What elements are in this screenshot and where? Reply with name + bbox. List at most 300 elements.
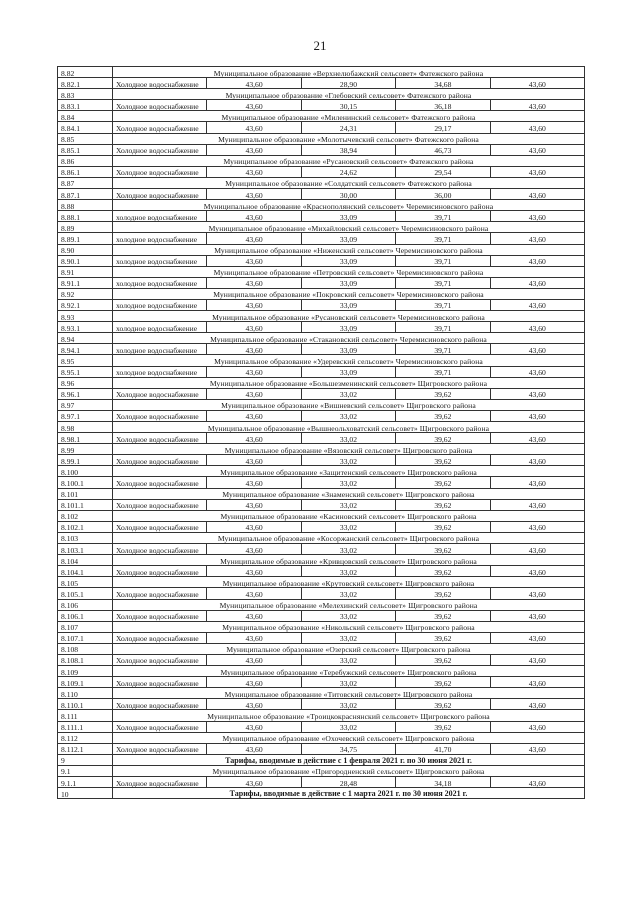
service-name: Холодное водоснабжение (113, 455, 207, 466)
municipality-row (58, 155, 585, 166)
row-code: 8.100.1 (58, 477, 113, 488)
tariff-value: 43,60 (490, 743, 584, 754)
row-code: 8.98 (58, 422, 113, 433)
row-code: 8.103.1 (58, 544, 113, 555)
municipality-name: Муниципальное образование «Краснополянский сельсовет» Черемисиновского района (113, 200, 585, 211)
municipality-name: Муниципальное образование «Защитенский сельсовет» Щигровского района (113, 466, 585, 477)
municipality-name: Муниципальное образование «Большезменинский сельсовет» Щигровского района (113, 377, 585, 388)
tariff-value: 39,62 (396, 455, 490, 466)
municipality-name: Муниципальное образование «Стакановский сельсовет» Черемисиновского района (113, 333, 585, 344)
tariff-value: 43,60 (207, 410, 301, 421)
tariff-row (58, 521, 585, 532)
row-code: 8.92 (58, 288, 113, 299)
tariff-value: 38,94 (301, 144, 395, 155)
municipality-name: Муниципальное образование «Миленинский сельсовет» Фатежского района (113, 111, 585, 122)
municipality-name: Муниципальное образование «Вязовский сельсовет» Щигровского района (113, 444, 585, 455)
municipality-row (58, 288, 585, 299)
tariff-value: 43,60 (207, 100, 301, 111)
service-name: холодное водоснабжение (113, 344, 207, 355)
row-code: 8.102 (58, 510, 113, 521)
municipality-row (58, 710, 585, 721)
tariff-value: 43,60 (490, 499, 584, 510)
service-name: холодное водоснабжение (113, 299, 207, 310)
tariff-value: 33,09 (301, 211, 395, 222)
municipality-name: Муниципальное образование «Касиновский сельсовет» Щигровского района (113, 510, 585, 521)
tariff-row (58, 721, 585, 732)
municipality-name: Муниципальное образование «Никольский сельсовет» Щигровского района (113, 621, 585, 632)
tariff-value: 43,60 (490, 677, 584, 688)
row-code: 8.96.1 (58, 388, 113, 399)
row-code: 8.95 (58, 355, 113, 366)
municipality-row (58, 765, 585, 776)
row-code: 8.89 (58, 222, 113, 233)
tariff-value: 43,60 (207, 777, 301, 788)
tariff-value: 33,09 (301, 255, 395, 266)
row-code: 8.83 (58, 89, 113, 100)
tariff-row (58, 499, 585, 510)
service-name: Холодное водоснабжение (113, 743, 207, 754)
row-code: 8.82 (58, 67, 113, 78)
tariff-value: 43,60 (207, 699, 301, 710)
tariff-value: 39,71 (396, 233, 490, 244)
tariff-value: 43,60 (207, 144, 301, 155)
row-code: 8.88.1 (58, 211, 113, 222)
tariff-value: 43,60 (490, 777, 584, 788)
municipality-row (58, 599, 585, 610)
tariff-value: 43,60 (207, 211, 301, 222)
tariff-value: 43,60 (490, 588, 584, 599)
service-name: Холодное водоснабжение (113, 654, 207, 665)
row-code: 8.92.1 (58, 299, 113, 310)
row-code: 8.94 (58, 333, 113, 344)
row-code: 8.84.1 (58, 122, 113, 133)
tariff-value: 33,09 (301, 322, 395, 333)
tariff-value: 33,02 (301, 677, 395, 688)
tariff-value: 30,15 (301, 100, 395, 111)
municipality-name: Муниципальное образование «Михайловский сельсовет» Черемисиновского района (113, 222, 585, 233)
municipality-name: Муниципальное образование «Косоржанский сельсовет» Щигровского района (113, 532, 585, 543)
tariff-row (58, 654, 585, 665)
row-code: 8.82.1 (58, 78, 113, 89)
row-code: 8.88 (58, 200, 113, 211)
municipality-row (58, 399, 585, 410)
page-number: 21 (313, 38, 327, 53)
tariff-row (58, 78, 585, 89)
tariff-value: 33,02 (301, 610, 395, 621)
tariff-value: 33,02 (301, 455, 395, 466)
tariff-value: 43,60 (207, 255, 301, 266)
tariff-row (58, 588, 585, 599)
tariff-value: 43,60 (490, 366, 584, 377)
tariff-value: 33,09 (301, 277, 395, 288)
tariff-row (58, 632, 585, 643)
tariff-value: 43,60 (207, 455, 301, 466)
tariff-value: 43,60 (490, 211, 584, 222)
municipality-name: Муниципальное образование «Мелехинский сельсовет» Щигровского района (113, 599, 585, 610)
municipality-row (58, 177, 585, 188)
service-name: Холодное водоснабжение (113, 566, 207, 577)
municipality-name: Муниципальное образование «Крутовский сельсовет» Щигровского района (113, 577, 585, 588)
row-code: 8.85 (58, 133, 113, 144)
service-name: холодное водоснабжение (113, 277, 207, 288)
row-code: 8.91 (58, 266, 113, 277)
row-code: 8.100 (58, 466, 113, 477)
row-code: 8.91.1 (58, 277, 113, 288)
tariff-value: 39,62 (396, 677, 490, 688)
tariff-value: 33,02 (301, 544, 395, 555)
row-code: 8.110.1 (58, 699, 113, 710)
service-name: Холодное водоснабжение (113, 521, 207, 532)
municipality-row (58, 422, 585, 433)
row-code: 8.99 (58, 444, 113, 455)
municipality-row (58, 311, 585, 322)
tariff-value: 39,62 (396, 410, 490, 421)
tariff-value: 43,60 (490, 721, 584, 732)
tariff-value: 39,71 (396, 255, 490, 266)
tariff-value: 33,02 (301, 699, 395, 710)
tariff-value: 43,60 (207, 122, 301, 133)
municipality-row (58, 666, 585, 677)
section-title-row (58, 754, 585, 765)
tariff-value: 33,02 (301, 566, 395, 577)
service-name: Холодное водоснабжение (113, 388, 207, 399)
municipality-name: Муниципальное образование «Русановский сельсовет» Фатежского района (113, 155, 585, 166)
service-name: Холодное водоснабжение (113, 499, 207, 510)
row-code: 8.99.1 (58, 455, 113, 466)
tariff-value: 43,60 (490, 255, 584, 266)
tariff-value: 43,60 (207, 632, 301, 643)
tariff-row (58, 233, 585, 244)
tariff-value: 43,60 (490, 699, 584, 710)
tariff-value: 43,60 (207, 610, 301, 621)
tariff-value: 39,71 (396, 322, 490, 333)
row-code: 9.1 (58, 765, 113, 776)
municipality-row (58, 222, 585, 233)
tariff-value: 43,60 (490, 610, 584, 621)
tariff-row (58, 677, 585, 688)
municipality-row (58, 510, 585, 521)
municipality-row (58, 333, 585, 344)
municipality-row (58, 555, 585, 566)
tariff-value: 33,02 (301, 388, 395, 399)
row-code: 8.85.1 (58, 144, 113, 155)
municipality-name: Муниципальное образование «Вишневский сельсовет» Щигровского района (113, 399, 585, 410)
tariff-value: 39,62 (396, 632, 490, 643)
tariff-value: 33,02 (301, 521, 395, 532)
tariff-value: 43,60 (207, 433, 301, 444)
service-name: Холодное водоснабжение (113, 122, 207, 133)
tariff-value: 39,62 (396, 721, 490, 732)
tariff-value: 43,60 (490, 100, 584, 111)
tariff-value: 43,60 (490, 632, 584, 643)
municipality-row (58, 488, 585, 499)
tariff-value: 43,60 (490, 654, 584, 665)
tariff-value: 33,02 (301, 588, 395, 599)
municipality-name: Муниципальное образование «Пригородненский сельсовет» Щигровского района (113, 765, 585, 776)
municipality-row (58, 621, 585, 632)
tariff-value: 39,62 (396, 588, 490, 599)
service-name: холодное водоснабжение (113, 211, 207, 222)
tariff-value: 43,60 (207, 521, 301, 532)
row-code: 8.109.1 (58, 677, 113, 688)
tariff-value: 43,60 (490, 166, 584, 177)
tariff-value: 39,62 (396, 477, 490, 488)
tariff-value: 43,60 (490, 344, 584, 355)
row-code: 8.109 (58, 666, 113, 677)
tariff-value: 43,60 (490, 322, 584, 333)
tariff-row (58, 699, 585, 710)
row-code: 8.112.1 (58, 743, 113, 754)
tariff-value: 43,60 (490, 433, 584, 444)
service-name: Холодное водоснабжение (113, 433, 207, 444)
municipality-row (58, 532, 585, 543)
row-code: 8.104 (58, 555, 113, 566)
tariff-value: 43,60 (207, 78, 301, 89)
row-code: 8.104.1 (58, 566, 113, 577)
section-title: Тарифы, вводимые в действие с 1 марта 2021 г. по 30 июня 2021 г. (113, 788, 585, 799)
tariff-row (58, 610, 585, 621)
tariff-value: 39,62 (396, 610, 490, 621)
tariff-value: 33,02 (301, 477, 395, 488)
row-code: 8.102.1 (58, 521, 113, 532)
municipality-name: Муниципальное образование «Верхнелюбажский сельсовет» Фатежского района (113, 67, 585, 78)
tariff-row (58, 455, 585, 466)
municipality-row (58, 377, 585, 388)
row-code: 8.108 (58, 643, 113, 654)
tariff-value: 39,62 (396, 521, 490, 532)
tariff-value: 43,60 (490, 277, 584, 288)
municipality-name: Муниципальное образование «Вышнеольховатский сельсовет» Щигровского района (113, 422, 585, 433)
row-code: 8.86.1 (58, 166, 113, 177)
tariff-value: 43,60 (490, 78, 584, 89)
tariff-value: 43,60 (490, 566, 584, 577)
service-name: Холодное водоснабжение (113, 721, 207, 732)
tariff-value: 33,09 (301, 366, 395, 377)
row-code: 8.90.1 (58, 255, 113, 266)
tariff-value: 43,60 (207, 388, 301, 399)
municipality-row (58, 688, 585, 699)
tariff-value: 43,60 (490, 189, 584, 200)
tariff-row (58, 322, 585, 333)
tariff-value: 43,60 (207, 677, 301, 688)
service-name: Холодное водоснабжение (113, 777, 207, 788)
row-code: 8.111 (58, 710, 113, 721)
row-code: 8.90 (58, 244, 113, 255)
municipality-row (58, 133, 585, 144)
tariff-value: 43,60 (207, 499, 301, 510)
row-code: 8.103 (58, 532, 113, 543)
municipality-row (58, 244, 585, 255)
service-name: Холодное водоснабжение (113, 100, 207, 111)
tariff-value: 43,60 (207, 588, 301, 599)
row-code: 8.96 (58, 377, 113, 388)
service-name: Холодное водоснабжение (113, 544, 207, 555)
municipality-name: Муниципальное образование «Глебовский сельсовет» Фатежского района (113, 89, 585, 100)
tariff-row (58, 189, 585, 200)
row-code: 8.111.1 (58, 721, 113, 732)
tariff-value: 43,60 (207, 743, 301, 754)
tariff-row (58, 410, 585, 421)
tariff-value: 33,02 (301, 721, 395, 732)
row-code: 8.97.1 (58, 410, 113, 421)
row-code: 9 (58, 754, 113, 765)
row-code: 8.89.1 (58, 233, 113, 244)
tariff-value: 39,62 (396, 433, 490, 444)
row-code: 8.107 (58, 621, 113, 632)
tariff-value: 39,71 (396, 344, 490, 355)
tariff-value: 43,60 (490, 455, 584, 466)
row-code: 8.84 (58, 111, 113, 122)
tariff-value: 24,62 (301, 166, 395, 177)
municipality-name: Муниципальное образование «Русановский сельсовет» Черемисиновского района (113, 311, 585, 322)
tariff-value: 43,60 (207, 322, 301, 333)
tariff-row (58, 277, 585, 288)
municipality-name: Муниципальное образование «Петровский сельсовет» Черемисиновского района (113, 266, 585, 277)
tariff-value: 43,60 (207, 189, 301, 200)
tariff-table-body (58, 67, 585, 799)
tariff-value: 33,02 (301, 433, 395, 444)
service-name: Холодное водоснабжение (113, 677, 207, 688)
tariff-row (58, 366, 585, 377)
tariff-row (58, 433, 585, 444)
row-code: 8.93.1 (58, 322, 113, 333)
row-code: 8.101 (58, 488, 113, 499)
tariff-row (58, 344, 585, 355)
municipality-row (58, 67, 585, 78)
tariff-value: 33,02 (301, 632, 395, 643)
tariff-value: 43,60 (207, 544, 301, 555)
municipality-row (58, 355, 585, 366)
municipality-name: Муниципальное образование «Покровский сельсовет» Черемисиновского района (113, 288, 585, 299)
service-name: Холодное водоснабжение (113, 632, 207, 643)
section-title-row (58, 788, 585, 799)
row-code: 8.107.1 (58, 632, 113, 643)
tariff-value: 43,60 (490, 233, 584, 244)
tariff-value: 34,18 (396, 777, 490, 788)
service-name: Холодное водоснабжение (113, 78, 207, 89)
tariff-value: 43,60 (490, 144, 584, 155)
row-code: 8.101.1 (58, 499, 113, 510)
tariff-row (58, 122, 585, 133)
tariff-value: 34,68 (396, 78, 490, 89)
municipality-name: Муниципальное образование «Ниженский сельсовет» Черемисиновского района (113, 244, 585, 255)
tariff-table (57, 66, 585, 799)
tariff-value: 43,60 (490, 410, 584, 421)
service-name: Холодное водоснабжение (113, 699, 207, 710)
row-code: 8.86 (58, 155, 113, 166)
tariff-value: 41,70 (396, 743, 490, 754)
tariff-row (58, 299, 585, 310)
municipality-name: Муниципальное образование «Озерский сельсовет» Щигровского района (113, 643, 585, 654)
tariff-row (58, 211, 585, 222)
tariff-value: 39,62 (396, 499, 490, 510)
municipality-name: Муниципальное образование «Титовский сельсовет» Щигровского района (113, 688, 585, 699)
row-code: 9.1.1 (58, 777, 113, 788)
municipality-row (58, 266, 585, 277)
municipality-name: Муниципальное образование «Знаменский сельсовет» Щигровского района (113, 488, 585, 499)
tariff-row (58, 255, 585, 266)
tariff-value: 43,60 (207, 166, 301, 177)
tariff-value: 43,60 (207, 299, 301, 310)
tariff-value: 29,54 (396, 166, 490, 177)
tariff-value: 39,62 (396, 654, 490, 665)
tariff-value: 33,02 (301, 654, 395, 665)
tariff-value: 43,60 (207, 344, 301, 355)
service-name: Холодное водоснабжение (113, 588, 207, 599)
row-code: 8.106.1 (58, 610, 113, 621)
tariff-value: 43,60 (207, 477, 301, 488)
service-name: Холодное водоснабжение (113, 610, 207, 621)
row-code: 8.94.1 (58, 344, 113, 355)
tariff-value: 43,60 (207, 277, 301, 288)
tariff-row (58, 743, 585, 754)
service-name: холодное водоснабжение (113, 322, 207, 333)
row-code: 8.95.1 (58, 366, 113, 377)
tariff-value: 39,71 (396, 211, 490, 222)
tariff-row (58, 544, 585, 555)
tariff-row (58, 566, 585, 577)
municipality-row (58, 577, 585, 588)
row-code: 8.112 (58, 732, 113, 743)
tariff-value: 46,73 (396, 144, 490, 155)
tariff-value: 43,60 (207, 233, 301, 244)
row-code: 10 (58, 788, 113, 799)
row-code: 8.83.1 (58, 100, 113, 111)
tariff-row (58, 777, 585, 788)
municipality-name: Муниципальное образование «Кривцовский сельсовет» Щигровского района (113, 555, 585, 566)
municipality-row (58, 444, 585, 455)
municipality-row (58, 466, 585, 477)
tariff-value: 43,60 (207, 366, 301, 377)
row-code: 8.97 (58, 399, 113, 410)
tariff-value: 29,17 (396, 122, 490, 133)
municipality-name: Муниципальное образование «Удеревский сельсовет» Черемисиновского района (113, 355, 585, 366)
municipality-name: Муниципальное образование «Молотычевский сельсовет» Фатежского района (113, 133, 585, 144)
tariff-value: 43,60 (490, 388, 584, 399)
row-code: 8.87 (58, 177, 113, 188)
row-code: 8.108.1 (58, 654, 113, 665)
municipality-row (58, 732, 585, 743)
tariff-row (58, 388, 585, 399)
tariff-value: 43,60 (207, 654, 301, 665)
tariff-value: 43,60 (207, 721, 301, 732)
tariff-value: 39,71 (396, 277, 490, 288)
row-code: 8.98.1 (58, 433, 113, 444)
tariff-value: 43,60 (490, 544, 584, 555)
service-name: Холодное водоснабжение (113, 189, 207, 200)
municipality-name: Муниципальное образование «Солдатский сельсовет» Фатежского района (113, 177, 585, 188)
tariff-value: 43,60 (490, 122, 584, 133)
tariff-value: 33,09 (301, 233, 395, 244)
municipality-name: Муниципальное образование «Троицкокраснянский сельсовет» Щигровского района (113, 710, 585, 721)
tariff-row (58, 144, 585, 155)
service-name: холодное водоснабжение (113, 366, 207, 377)
tariff-value: 33,02 (301, 410, 395, 421)
tariff-value: 28,90 (301, 78, 395, 89)
tariff-value: 39,62 (396, 388, 490, 399)
service-name: Холодное водоснабжение (113, 410, 207, 421)
tariff-value: 33,09 (301, 299, 395, 310)
section-title: Тарифы, вводимые в действие с 1 февраля 2021 г. по 30 июня 2021 г. (113, 754, 585, 765)
tariff-value: 30,00 (301, 189, 395, 200)
row-code: 8.105.1 (58, 588, 113, 599)
tariff-value: 43,60 (207, 566, 301, 577)
service-name: холодное водоснабжение (113, 255, 207, 266)
tariff-row (58, 477, 585, 488)
tariff-value: 28,48 (301, 777, 395, 788)
tariff-value: 39,71 (396, 366, 490, 377)
tariff-value: 36,00 (396, 189, 490, 200)
